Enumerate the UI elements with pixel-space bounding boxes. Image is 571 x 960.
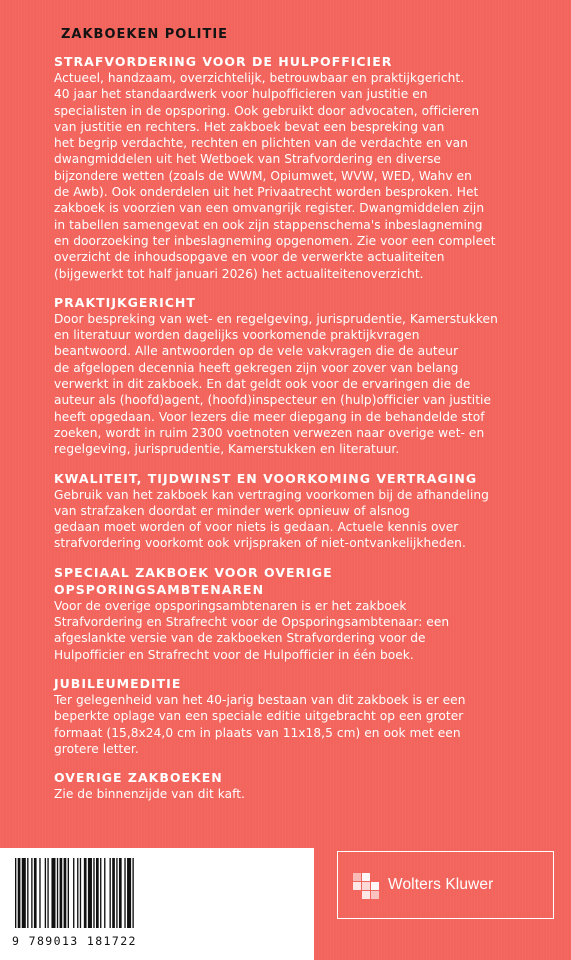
barcode-bar <box>80 858 81 928</box>
text-line: Actueel, handzaam, overzichtelijk, betrouwbaar en praktijkgericht. <box>54 71 465 85</box>
barcode-bar <box>73 858 74 928</box>
barcode-bar <box>93 858 94 928</box>
blurb-content <box>54 53 520 814</box>
text-line: grotere letter. <box>54 741 139 756</box>
section-heading: PRAKTIJKGERICHT <box>54 294 196 310</box>
text-line: van strafzaken doordat er minder werk opnieuw of alsnog <box>54 503 410 518</box>
barcode-bar <box>34 858 37 928</box>
section-heading: OVERIGE ZAKBOEKEN <box>54 770 223 786</box>
barcode-bar <box>84 858 87 928</box>
text-line: afgeslankte versie van de zakboeken Strafvordering voor de <box>54 631 426 646</box>
text-line: de Awb). Ook onderdelen uit het Privaatrecht worden besproken. Het <box>54 185 479 200</box>
barcode-bar <box>27 858 28 928</box>
text-line: van justitie en rechters. Het zakboek bevat een bespreking van <box>54 119 445 134</box>
text-line: gedaan moet worden of voor niets is gedaan. Actuele kennis over <box>54 520 459 535</box>
barcode-bar <box>77 858 78 928</box>
text-line: beperkte oplage van een speciale editie uitgebracht op een groter <box>54 709 464 724</box>
barcode-bar <box>18 858 21 928</box>
text-line: in tabellen samengevat en ook zijn stappenschema's inbeslagneming <box>54 217 483 232</box>
text-line: dwangmiddelen uit het Wetboek van Strafvordering en diverse <box>54 152 441 167</box>
series-title: ZAKBOEKEN POLITIE <box>61 27 229 42</box>
barcode-bar <box>45 858 46 928</box>
section-body <box>54 786 520 802</box>
wolters-kluwer-logo-icon <box>353 873 379 899</box>
text-line: Voor de overige opsporingsambtenaren is er het zakboek <box>54 598 407 613</box>
text-line: bijzondere wetten (zoals de WWM, Opiumwet, WVW, WED, Wahv en <box>54 168 472 183</box>
section-body <box>54 692 520 757</box>
text-line: verwerkt in dit zakboek. En dat geldt ook voor de ervaringen die de <box>54 377 471 392</box>
barcode-bar <box>124 858 125 928</box>
text-line: en doorzoeking ter inbeslagneming opgenomen. Zie voor een compleet <box>54 233 496 248</box>
section-heading: JUBILEUMEDITIE <box>54 675 182 691</box>
section-jubileumeditie <box>54 675 520 757</box>
barcode-bar <box>88 858 92 928</box>
text-line: Strafvordering en Strafrecht voor de Opsporingsambtenaar: een <box>54 615 450 630</box>
section-kwaliteit <box>54 470 520 552</box>
barcode-bar <box>47 858 48 928</box>
section-heading: KWALITEIT, TIJDWINST EN VOORKOMING VERTRAGING <box>54 470 478 486</box>
section-overige-zakboeken <box>54 769 520 802</box>
section-heading: SPECIAAL ZAKBOEK VOOR OVERIGE OPSPORINGSAMBTENAREN <box>54 564 333 597</box>
section-praktijkgericht <box>54 294 520 458</box>
barcode-bar <box>127 858 131 928</box>
barcode-panel <box>0 848 314 960</box>
text-line: het begrip verdachte, rechten en plichten van de verdachte en van <box>54 136 468 151</box>
section-body <box>54 70 520 282</box>
text-line: Door bespreking van wet- en regelgeving, jurisprudentie, Kamerstukken <box>54 311 498 326</box>
barcode-bar <box>60 858 63 928</box>
text-line: 40 jaar het standaardwerk voor hulpofficieren van justitie en <box>54 87 428 102</box>
barcode-bar <box>100 858 101 928</box>
section-body <box>54 598 520 663</box>
barcode-bar <box>39 858 40 928</box>
text-line: strafvordering voorkomt ook vrijspraken of niet-ontvankelijkheden. <box>54 536 466 551</box>
text-line: en literatuur worden dagelijks voorkomende praktijkvragen <box>54 328 420 343</box>
publisher-name: Wolters Kluwer <box>388 876 494 893</box>
barcode-bar <box>116 858 117 928</box>
barcode-bar <box>22 858 26 928</box>
barcode-bar <box>96 858 99 928</box>
text-line: overzicht de inhoudsopgave en voor de verwerkte actualiteiten <box>54 250 445 265</box>
section-body <box>54 487 520 552</box>
barcode-bar <box>104 858 105 928</box>
text-line: auteur als (hoofd)agent, (hoofd)inspecteur en (hulp)officier van justitie <box>54 393 492 408</box>
text-line: beantwoord. Alle antwoorden op de vele vakvragen die de auteur <box>54 344 459 359</box>
text-line: (bijgewerkt tot half januari 2026) het actualiteitenoverzicht. <box>54 266 424 281</box>
barcode-bar <box>68 858 69 928</box>
text-line: Ter gelegenheid van het 40-jarig bestaan van dit zakboek is er een <box>54 692 466 707</box>
barcode-bar <box>15 858 16 928</box>
text-line: Hulpofficier en Strafrecht voor de Hulpofficier in één boek. <box>54 647 414 662</box>
barcode-number: 9 789013 181722 <box>12 934 137 948</box>
text-line: de afgelopen decennia heeft gekregen zijn voor zover van belang <box>54 360 459 375</box>
barcode-bar <box>51 858 55 928</box>
text-line: zakboek is voorzien van een omvangrijk register. Dwangmiddelen zijn <box>54 201 485 216</box>
barcode-bar <box>64 858 67 928</box>
section-speciaal-zakboek <box>54 564 520 663</box>
publisher-logo <box>337 851 554 919</box>
barcode-bar <box>132 858 133 928</box>
text-line: regelgeving, jurisprudentie, Kamerstukken en literatuur. <box>54 442 400 457</box>
barcode-bar <box>112 858 115 928</box>
section-body <box>54 311 520 458</box>
barcode-bar <box>57 858 58 928</box>
text-line: formaat (15,8x24,0 cm in plaats van 11x18,5 cm) en ook met een <box>54 725 461 740</box>
section-heading: STRAFVORDERING VOOR DE HULPOFFICIER <box>54 54 393 69</box>
text-line: zoeken, wordt in ruim 2300 voetnoten verwezen naar overige wet- en <box>54 425 485 440</box>
barcode-bar <box>119 858 122 928</box>
text-line: heeft opgedaan. Voor lezers die meer diepgang in de behandelde stof <box>54 409 485 424</box>
section-strafvordering <box>54 53 520 282</box>
text-line: Gebruik van het zakboek kan vertraging voorkomen bij de afhandeling <box>54 487 489 502</box>
text-line: specialisten in de opsporing. Ook gebruikt door advocaten, officieren <box>54 103 480 118</box>
barcode-icon <box>15 858 175 928</box>
text-line: Zie de binnenzijde van dit kaft. <box>54 787 245 802</box>
barcode-bar <box>110 858 111 928</box>
barcode-bar <box>31 858 32 928</box>
